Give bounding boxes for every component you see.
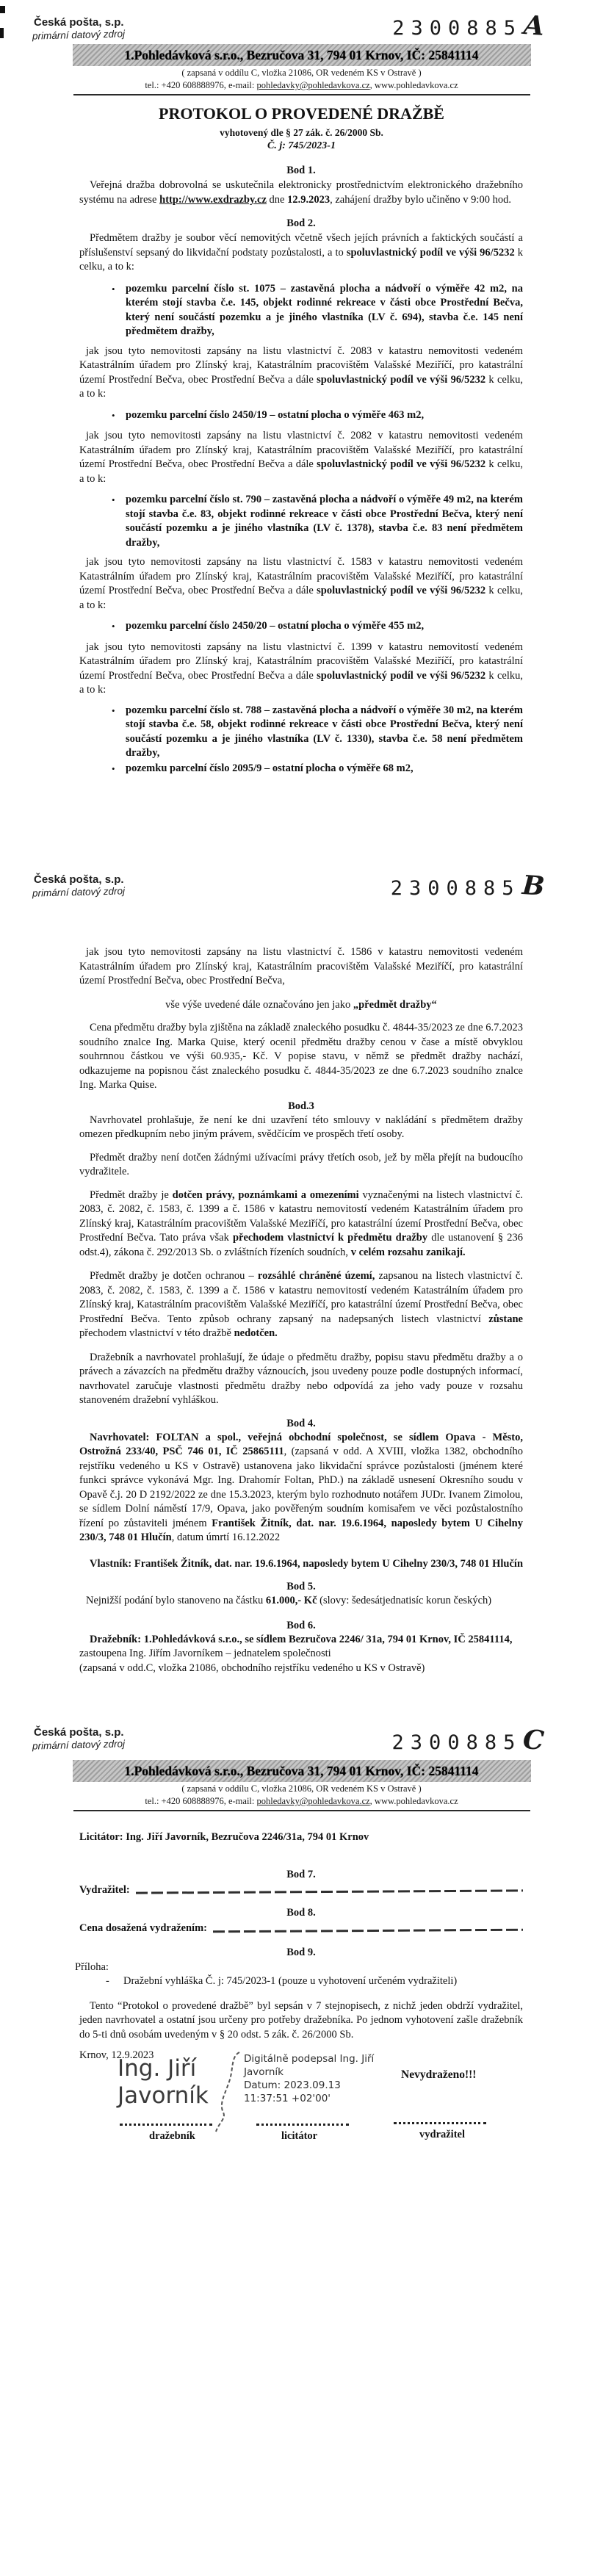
letterhead-contact: tel.: +420 608888976, e-mail: pohledavky@pohledavkova.cz, www.pohledavkova.cz xyxy=(145,80,458,90)
auction-url: http://www.exdrazby.cz xyxy=(159,193,267,206)
bod2-heading: Bod 2. xyxy=(286,217,316,229)
stamp-number: 2300885 xyxy=(392,17,523,40)
bod1-heading: Bod 1. xyxy=(286,165,316,176)
bullet-icon: • xyxy=(112,762,115,774)
stamp-number: 2300885 xyxy=(391,1731,522,1754)
priloha-item: - Dražební vyhláška Č. j: 745/2023-1 (pouze u vyhotovení určeném vydražiteli) xyxy=(106,1974,523,1989)
blank-fill-line xyxy=(136,1889,523,1894)
page-letter: A xyxy=(522,10,546,42)
digital-signature-name: Ing. Jiří Javorník xyxy=(118,2055,209,2109)
licitator-line: Licitátor: Ing. Jiří Javorník, Bezručova 2246/31a, 794 01 Krnov xyxy=(79,1831,369,1843)
bullet-icon: • xyxy=(112,283,115,295)
lv-paragraph-1586: jak jsou tyto nemovitosti zapsány na listu vlastnictví č. 1586 v katastru nemovitosti vedeném Katastrálním úřadem pro Zlínský kraj, Katastrálním pracovištěm Valašské Meziříčí, pro katastrální území Prostřední Bečva, obec Prostřední Bečva, xyxy=(79,946,523,986)
postal-stamp-org: Česká pošta, s.p. xyxy=(34,1726,124,1739)
document-subtitle: vyhotovený dle § 27 zák. č. 26/2000 Sb. xyxy=(220,127,383,138)
dash-bullet: - xyxy=(106,1975,109,1987)
bullet-icon: • xyxy=(112,494,115,505)
bod6-paragraph-line1: Dražebník: 1.Pohledávková s.r.o., se sídlem Bezručova 2246/ 31a, 794 01 Krnov, IČ 25841114, xyxy=(90,1633,513,1645)
parcel-bullet: • pozemku parcelní číslo st. 790 – zastavěná plocha a nádvoří o výměře 49 m2, na kterém stojí stavba č.e. 83, objekt rodinné rekreace v části obce Prostřední Bečva, který není součástí pozemku a je jiného vlastníka (LV č. 1378), stavba č.e. 83 není předmětem dražby, xyxy=(112,493,523,550)
email-link: pohledavky@pohledavkova.cz xyxy=(256,80,370,90)
parcel-bullet: • pozemku parcelní číslo 2450/19 – ostatní plocha o výměře 463 m2, xyxy=(112,408,523,423)
bullet-icon: • xyxy=(112,621,115,632)
price-paragraph: Cena předmětu dražby byla zjištěna na základě znaleckého posudku č. 4844-35/2023 ze dne 6.7.2023 soudního znalce Ing. Marka Quise, který ocenil předmětu dražby cenou v čase a místě obvyklou souhrnnou částkou ve výši 60.935,- Kč. V popise stavu, v němž se předmět dražby nachází, odkazujeme na popisnou část znaleckého posudku č. 4844-35/2023 ze dne 6.7.2023 soudního znalce Ing. Marka Quise. xyxy=(79,1022,523,1091)
subject-definition: vše výše uvedené dále označováno jen jako „předmět dražby“ xyxy=(165,998,437,1011)
postal-stamp-subtitle: primární datový zdroj xyxy=(32,28,126,42)
letterhead-registry: ( zapsaná v oddílu C, vložka 21086, OR vedeném KS v Ostravě ) xyxy=(181,68,422,78)
scan-artifact xyxy=(0,28,4,38)
place-date: Krnov, 12.9.2023 xyxy=(79,2049,154,2061)
document-title: PROTOKOL O PROVEDENÉ DRAŽBĚ xyxy=(159,104,444,123)
bod3-heading: Bod.3 xyxy=(288,1100,314,1112)
lv-paragraph-2083: jak jsou tyto nemovitosti zapsány na listu vlastnictví č. 2083 v katastru nemovitosti vedeném Katastrálním úřadem pro Zlínský kraj, Katastrálním pracovištěm Valašské Meziříčí, pro katastrální území Prostřední Bečva, obec Prostřední Bečva a dále spoluvlastnický podíl ve výši 96/5232 k celku, a to k: xyxy=(79,344,524,400)
letterhead-company: 1.Pohledávková s.r.o., Bezručova 31, 794 01 Krnov, IČ: 25841114 xyxy=(73,44,531,66)
bod3-paragraph-4: Předmět dražby je dotčen ochranou – rozsáhlé chráněné území, zapsanou na listech vlastnictví č. 2083, č. 2082, č. 1583, č. 1399 a č. 1586 v katastru nemovitostí vedeném Katastrálním úřadem pro Zlínský kraj, Katastrálním pracovištěm Valašské Meziříčí, pro katastrální území Prostřední Bečva, obec Prostřední Bečva. Tento způsob ochrany zapsaný na nadepsaných listech vlastnictví zůstane přechodem vlastnictví v této dražbě nedotčen. xyxy=(79,1270,523,1339)
page-letter: B xyxy=(521,869,546,903)
signature-squiggle-icon xyxy=(212,2049,245,2136)
postal-stamp-subtitle: primární datový zdroj xyxy=(32,1738,126,1752)
postal-stamp-org: Česká pošta, s.p. xyxy=(34,16,124,29)
role-label-vydrazitel: vydražitel xyxy=(419,2129,466,2140)
bullet-icon: • xyxy=(112,704,115,716)
blank-fill-line xyxy=(213,1928,523,1933)
lv-paragraph-2082: jak jsou tyto nemovitosti zapsány na listu vlastnictví č. 2082 v katastru nemovitosti vedeném Katastrálním úřadem pro Zlínský kraj, Katastrálním pracovištěm Valašské Meziříčí, pro katastrální území Prostřední Bečva, obec Prostřední Bečva a dále spoluvlastnický podíl ve výši 96/5232 k celku, a to k: xyxy=(79,430,524,485)
closing-paragraph: Tento “Protokol o provedené dražbě” byl sepsán v 7 stejnopisech, z nichž jeden obdrží vydražitel, jeden navrhovatel a ostatní jsou určeny pro potřeby dražebníka. Po jednom vyhotovení zašle dražebník do 5-ti dnů osobám uvedeným v § 20 odst. 5 zák. č. 26/2000 Sb. xyxy=(79,1999,523,2041)
bod3-paragraph-3: Předmět dražby je dotčen právy, poznámkami a omezeními vyznačenými na listech vlastnictví č. 2083, č. 2082, č. 1583, č. 1399 a č. 1586 v katastru nemovitostí vedeném Katastrálním úřadem pro Zlínský kraj, Katastrálním pracovištěm Valašské Meziříčí, pro katastrální území Prostřední Bečva, obec Prostřední Bečva. Tato práva však přechodem vlastnictví k předmětu dražby dle ustanovení § 236 odst.4), zákona č. 292/2013 Sb. o zvláštních řízeních soudních, v celém rozsahu zanikají. xyxy=(79,1188,523,1258)
vydrazitel-row xyxy=(79,1883,523,1898)
bod2-intro: Předmětem dražby je soubor věcí nemovitých včetně všech jejích právních a faktických součástí a příslušenství sepsaný do likvidační podstaty pozůstalosti, a to spoluvlastnický podíl ve výši 96/5232 k celku, a to k: xyxy=(79,232,524,273)
vydrazitel-label: Vydražitel: xyxy=(79,1883,130,1896)
digital-signature-details: Digitálně podepsal Ing. Jiří Javorník Datum: 2023.09.13 11:37:51 +02'00' xyxy=(244,2053,375,2104)
bod8-heading: Bod 8. xyxy=(286,1907,316,1919)
cena-row xyxy=(79,1922,523,1936)
priloha-label: Příloha: xyxy=(75,1960,109,1973)
owner-paragraph: Vlastník: František Žitník, dat. nar. 19.6.1964, naposledy bytem U Cihelny 230/3, 748 01 Hlučín xyxy=(90,1557,524,1570)
bod3-paragraph-2: Předmět dražby není dotčen žádnými užívacími právy třetích osob, jež by měla přejít na budoucího vydražitele. xyxy=(79,1151,523,1177)
scan-artifact xyxy=(0,6,5,13)
postal-stamp-org: Česká pošta, s.p. xyxy=(34,873,124,886)
auction-date: 12.9.2023 xyxy=(287,193,331,206)
bod5-heading: Bod 5. xyxy=(286,1581,316,1592)
page-3 xyxy=(0,1717,603,2576)
role-label-drazebnik: dražebník xyxy=(149,2130,195,2142)
parcel-bullet: • pozemku parcelní číslo st. 1075 – zastavěná plocha a nádvoří o výměře 42 m2, na kterém stojí stavba č.e. 145, objekt rodinné rekreace v části obce Prostřední Bečva, který není součástí pozemku a je jiného vlastníka (LV č. 694), stavba č.e. 145 není předmětem dražby, xyxy=(112,282,523,339)
postal-stamp-subtitle: primární datový zdroj xyxy=(32,885,126,899)
parcel-bullet: • pozemku parcelní číslo 2095/9 – ostatní plocha o výměře 68 m2, xyxy=(112,762,523,776)
stamp-number: 2300885 xyxy=(390,877,521,900)
parcel-bullet: • pozemku parcelní číslo 2450/20 – ostatní plocha o výměře 455 m2, xyxy=(112,619,523,634)
bullet-icon: • xyxy=(112,409,115,421)
role-label-licitator: licitátor xyxy=(281,2130,318,2142)
signature-line-drazebnik xyxy=(120,2124,212,2126)
signature-line-vydrazitel xyxy=(394,2122,486,2124)
document-number-stamp xyxy=(391,870,544,901)
bod3-paragraph-1: Navrhovatel prohlašuje, že není ke dni uzavření této smlouvy v nakládání s předmětem dražby omezen předkupním nebo jiným právem, svědčícím ve prospěch třetí osoby. xyxy=(79,1114,523,1140)
email-link: pohledavky@pohledavkova.cz xyxy=(256,1796,370,1806)
cena-label: Cena dosažená vydražením: xyxy=(79,1922,207,1934)
page-letter: C xyxy=(521,1724,546,1756)
bod6-heading: Bod 6. xyxy=(286,1619,316,1631)
bod7-heading: Bod 7. xyxy=(286,1868,316,1880)
bod1-paragraph: Veřejná dražba dobrovolná se uskutečnila elektronicky prostřednictvím elektronického dražebního systému na adrese http://www.exdrazby.cz dne 12.9.2023, zahájení dražby bylo učiněno v 9:00 hod. xyxy=(79,179,523,206)
letterhead-registry: ( zapsaná v oddílu C, vložka 21086, OR vedeném KS v Ostravě ) xyxy=(181,1783,422,1794)
page-2 xyxy=(0,859,603,1717)
bod6-paragraph-line2: zastoupena Ing. Jiřím Javorníkem – jednatelem společnosti xyxy=(79,1648,331,1659)
bod6-paragraph-line3: (zapsaná v odd.C, vložka 21086, obchodního rejstříku vedeného u KS v Ostravě) xyxy=(79,1662,425,1674)
bod9-heading: Bod 9. xyxy=(286,1946,316,1958)
bod3-paragraph-5: Dražebník a navrhovatel prohlašují, že údaje o předmětu dražby, popisu stavu předmětu dražby a o právech a závazcích na předmětu dražby váznoucích, jsou uvedeny pouze podle dostupných informací, navrhovatel zaručuje vlastnosti předmětu dražby nebo odpovídá za jeho vady pouze v rozsahu stanoveném dražební vyhláškou. xyxy=(79,1351,523,1406)
lv-paragraph-1583: jak jsou tyto nemovitosti zapsány na listu vlastnictví č. 1583 v katastru nemovitosti vedeném Katastrálním úřadem pro Zlínský kraj, Katastrálním pracovištěm Valašské Meziříčí, pro katastrální území Prostřední Bečva, obec Prostřední Bečva a dále spoluvlastnický podíl ve výši 96/5232 k celku, a to k: xyxy=(79,556,524,611)
document-number-stamp xyxy=(392,10,544,41)
bod4-paragraph: Navrhovatel: FOLTAN a spol., veřejná obchodní společnost, se sídlem Opava - Město, Ostrožná 233/40, PSČ 746 01, IČ 25865111, (zapsaná v odd. A XVIII, vložka 1382, obchodního rejstříku vedeného u KS v Ostravě) ustanovena jako likvidační správce pozůstalosti (jménem které funkci správce vykonává Mgr. Ing. Drahomír Foltan, PhD.) na základě usnesení Okresního soudu v Opavě č.j. 20 D 2192/2022 ze dne 15.3.2023, kterým bylo rozhodnuto notářem JUDr. Ivanem Zimolou, se sídlem Dolní náměstí 17/9, Opava, jako pověřeným soudním komisařem ve věci pozůstalostního řízení po zůstaviteli jménem František Žitník, dat. nar. 19.6.1964, naposledy bytem U Cihelny 230/3, 748 01 Hlučín, datum úmrtí 16.12.2022 xyxy=(79,1431,523,1543)
signature-line-licitator xyxy=(256,2124,349,2126)
not-sold-note: Nevydraženo!!! xyxy=(401,2068,477,2081)
lv-paragraph-1399: jak jsou tyto nemovitosti zapsány na listu vlastnictví č. 1399 v katastru nemovitostí vedeném Katastrálním úřadem pro Zlínský kraj, Katastrálním pracovištěm Valašské Meziříčí, pro katastrální území Prostřední Bečva, obec Prostřední Bečva a dále spoluvlastnický podíl ve výši 96/5232 k celku, a to k: xyxy=(79,641,524,696)
document-number-stamp xyxy=(392,1725,544,1756)
bod5-paragraph: Nejnižší podání bylo stanoveno na částku 61.000,- Kč (slovy: šedesátjednatisíc korun českých) xyxy=(86,1595,492,1606)
letterhead-company: 1.Pohledávková s.r.o., Bezručova 31, 794 01 Krnov, IČ: 25841114 xyxy=(73,1760,531,1782)
page-1 xyxy=(0,0,603,859)
parcel-bullet: • pozemku parcelní číslo st. 788 – zastavěná plocha a nádvoří o výměře 30 m2, na kterém stojí stavba č.e. 58, objekt rodinné rekreace v části obce Prostřední Bečva, který není součástí pozemku a je jiného vlastníka (LV č. 1330), stavba č.e. 58 není předmětem dražby, xyxy=(112,704,523,761)
bod4-heading: Bod 4. xyxy=(286,1417,316,1429)
letterhead-divider xyxy=(73,94,530,95)
document-ref-number: Č. j: 745/2023-1 xyxy=(267,140,336,151)
letterhead-divider xyxy=(73,1810,530,1811)
letterhead-contact: tel.: +420 608888976, e-mail: pohledavky@pohledavkova.cz, www.pohledavkova.cz xyxy=(145,1796,458,1806)
